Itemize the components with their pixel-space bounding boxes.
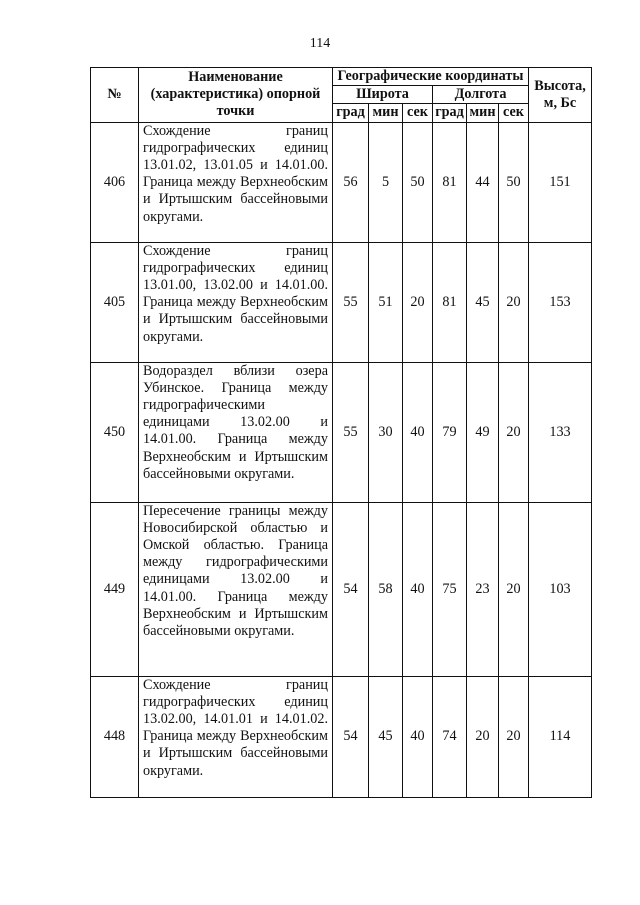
lat-seconds: 20 xyxy=(403,242,433,362)
header-lon-min: мин xyxy=(467,104,499,122)
lat-seconds: 40 xyxy=(403,502,433,676)
lon-minutes: 45 xyxy=(467,242,499,362)
point-description: Схождение границ гидрографических единиц 13.01.02, 13.01.05 и 14.01.00. Граница между Верхнеобским и Иртышским бассейновыми округами. xyxy=(139,122,333,242)
lat-seconds: 40 xyxy=(403,362,433,502)
header-point-name: Наименование (характеристика) опорной точки xyxy=(139,68,333,123)
table-row xyxy=(91,502,592,676)
reference-points-table xyxy=(90,67,592,798)
lon-degrees: 81 xyxy=(433,242,467,362)
lon-degrees: 75 xyxy=(433,502,467,676)
lon-minutes: 23 xyxy=(467,502,499,676)
header-longitude: Долгота xyxy=(433,86,529,104)
header-number: № xyxy=(91,68,139,123)
height-value: 153 xyxy=(529,242,592,362)
point-description: Схождение границ гидрографических единиц 13.01.00, 13.02.00 и 14.01.00. Граница между Верхнеобским и Иртышским бассейновыми округами. xyxy=(139,242,333,362)
page-number: 114 xyxy=(309,36,331,51)
header-geo-coordinates: Географические координаты xyxy=(333,68,529,86)
lat-degrees: 56 xyxy=(333,122,369,242)
lon-minutes: 49 xyxy=(467,362,499,502)
header-lat-deg: град xyxy=(333,104,369,122)
lat-degrees: 54 xyxy=(333,502,369,676)
table-row xyxy=(91,242,592,362)
header-latitude: Широта xyxy=(333,86,433,104)
height-value: 133 xyxy=(529,362,592,502)
lat-minutes: 51 xyxy=(369,242,403,362)
point-description: Схождение границ гидрографических единиц 13.02.00, 14.01.01 и 14.01.02. Граница между Верхнеобским и Иртышским бассейновыми округами. xyxy=(139,676,333,797)
point-number: 406 xyxy=(91,122,139,242)
lon-seconds: 20 xyxy=(499,242,529,362)
lon-minutes: 44 xyxy=(467,122,499,242)
table-row xyxy=(91,362,592,502)
header-lat-sec: сек xyxy=(403,104,433,122)
point-description: Водораздел вблизи озера Убинское. Граница между гидрографическими единицами 13.02.00 и 14.01.00. Граница между Верхнеобским и Иртышским бассейновыми округами. xyxy=(139,362,333,502)
lat-seconds: 50 xyxy=(403,122,433,242)
lon-degrees: 74 xyxy=(433,676,467,797)
lat-degrees: 55 xyxy=(333,242,369,362)
point-number: 450 xyxy=(91,362,139,502)
lat-minutes: 5 xyxy=(369,122,403,242)
lon-degrees: 81 xyxy=(433,122,467,242)
height-value: 151 xyxy=(529,122,592,242)
lat-minutes: 30 xyxy=(369,362,403,502)
header-lon-deg: град xyxy=(433,104,467,122)
point-number: 449 xyxy=(91,502,139,676)
header-height: Высота, м, Бс xyxy=(529,68,592,123)
header-lat-min: мин xyxy=(369,104,403,122)
point-number: 448 xyxy=(91,676,139,797)
lat-minutes: 58 xyxy=(369,502,403,676)
lon-degrees: 79 xyxy=(433,362,467,502)
lat-degrees: 54 xyxy=(333,676,369,797)
height-value: 114 xyxy=(529,676,592,797)
point-number: 405 xyxy=(91,242,139,362)
lat-degrees: 55 xyxy=(333,362,369,502)
table-row xyxy=(91,676,592,797)
point-description: Пересечение границы между Новосибирской областью и Омской областью. Граница между гидрографическими единицами 13.02.00 и 14.01.00. Граница между Верхнеобским и Иртышским бассейновыми округами. xyxy=(139,502,333,676)
lon-seconds: 50 xyxy=(499,122,529,242)
lat-seconds: 40 xyxy=(403,676,433,797)
lat-minutes: 45 xyxy=(369,676,403,797)
lon-minutes: 20 xyxy=(467,676,499,797)
lon-seconds: 20 xyxy=(499,676,529,797)
height-value: 103 xyxy=(529,502,592,676)
header-lon-sec: сек xyxy=(499,104,529,122)
lon-seconds: 20 xyxy=(499,362,529,502)
lon-seconds: 20 xyxy=(499,502,529,676)
table-row xyxy=(91,122,592,242)
